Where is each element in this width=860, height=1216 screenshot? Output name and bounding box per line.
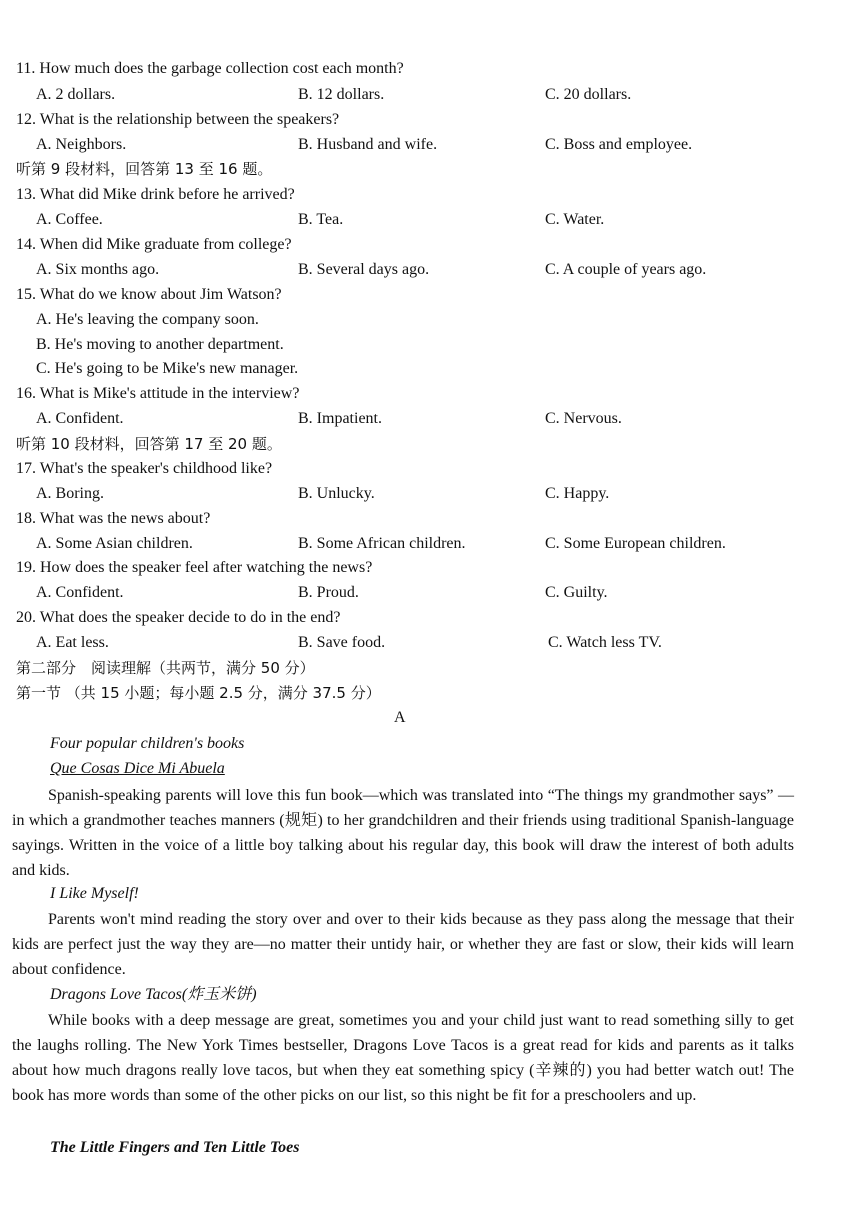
reading-heading: Four popular children's books	[50, 735, 245, 752]
question-11-options	[0, 84, 860, 106]
passage-letter: A	[394, 709, 406, 726]
question-18	[0, 508, 860, 530]
question-text: 11. How much does the garbage collection cost each month?	[16, 60, 404, 77]
option-b: B. Some African children.	[298, 535, 466, 552]
option-a: A. Eat less.	[36, 634, 109, 651]
section-one-heading: 第一节 （共 15 小题；每小题 2.5 分，满分 37.5 分）	[16, 684, 381, 702]
question-15-option-c	[0, 358, 860, 380]
option-c: C. Some European children.	[545, 535, 726, 552]
option-c: C. Nervous.	[545, 410, 622, 427]
option-b: B. Tea.	[298, 211, 344, 228]
option-b: B. He's moving to another department.	[36, 336, 284, 353]
option-c: C. He's going to be Mike's new manager.	[36, 360, 299, 377]
option-a: A. He's leaving the company soon.	[36, 311, 259, 328]
option-c: C. Watch less TV.	[548, 634, 662, 651]
question-text: 18. What was the news about?	[16, 510, 211, 527]
book3-title: Dragons Love Tacos(炸玉米饼)	[50, 986, 257, 1003]
book3-paragraph: While books with a deep message are great, sometimes you and your child just want to read something silly to get the laughs rolling. The New York Times bestseller, Dragons Love Tacos is a great read for kids and parents as it talks about how much dragons really love tacos, but when they eat something spicy (辛辣的) you had better watch out! The book has more words than some of the other picks on our list, so this night be fit for a preschoolers and up.	[12, 1012, 794, 1104]
question-text: 19. How does the speaker feel after watching the news?	[16, 559, 373, 576]
book4-title: The Little Fingers and Ten Little Toes	[50, 1139, 300, 1156]
option-a: A. Boring.	[36, 485, 104, 502]
option-b: B. Proud.	[298, 584, 359, 601]
option-a: A. Confident.	[36, 584, 124, 601]
part-two-heading: 第二部分 阅读理解（共两节，满分 50 分）	[16, 659, 315, 677]
question-13-options	[0, 209, 860, 231]
question-text: 16. What is Mike's attitude in the interview?	[16, 385, 300, 402]
question-text: 17. What's the speaker's childhood like?	[16, 460, 273, 477]
question-15-option-a	[0, 309, 860, 331]
question-text: 15. What do we know about Jim Watson?	[16, 286, 282, 303]
book1-title: Que Cosas Dice Mi Abuela	[50, 760, 225, 777]
question-text: 13. What did Mike drink before he arrived?	[16, 186, 295, 203]
option-c: C. Water.	[545, 211, 605, 228]
option-c: C. A couple of years ago.	[545, 261, 707, 278]
option-c: C. Boss and employee.	[545, 136, 693, 153]
question-12-options	[0, 134, 860, 156]
book2-paragraph: Parents won't mind reading the story over and over to their kids because as they pass along the message that their kids are perfect just the way they are—no matter their untidy hair, or whether they are fast or slow, their kids will learn about confidence.	[12, 911, 794, 978]
option-a: A. Confident.	[36, 410, 124, 427]
book2-title: I Like Myself!	[50, 885, 139, 902]
option-b: B. Save food.	[298, 634, 386, 651]
question-text: 12. What is the relationship between the speakers?	[16, 111, 340, 128]
option-b: B. Unlucky.	[298, 485, 375, 502]
question-20	[0, 607, 860, 629]
option-c: C. Happy.	[545, 485, 610, 502]
question-17	[0, 458, 860, 480]
question-text: 14. When did Mike graduate from college?	[16, 236, 292, 253]
question-20-options	[0, 632, 860, 654]
option-b: B. Impatient.	[298, 410, 382, 427]
question-15-option-b	[0, 334, 860, 356]
question-15	[0, 284, 860, 306]
question-16	[0, 383, 860, 405]
question-14	[0, 234, 860, 256]
section-note-10: 听第 10 段材料，回答第 17 至 20 题。	[16, 435, 282, 453]
option-b: B. 12 dollars.	[298, 86, 385, 103]
question-19-options	[0, 582, 860, 604]
option-a: A. Some Asian children.	[36, 535, 193, 552]
question-12	[0, 109, 860, 131]
question-14-options	[0, 259, 860, 281]
question-17-options	[0, 483, 860, 505]
question-16-options	[0, 408, 860, 430]
option-a: A. Neighbors.	[36, 136, 127, 153]
question-text: 20. What does the speaker decide to do in the end?	[16, 609, 341, 626]
question-11	[0, 58, 860, 80]
section-note-9: 听第 9 段材料，回答第 13 至 16 题。	[16, 160, 273, 178]
question-19	[0, 557, 860, 579]
question-13	[0, 184, 860, 206]
option-b: B. Several days ago.	[298, 261, 430, 278]
option-b: B. Husband and wife.	[298, 136, 438, 153]
option-a: A. 2 dollars.	[36, 86, 116, 103]
option-c: C. Guilty.	[545, 584, 608, 601]
option-a: A. Six months ago.	[36, 261, 160, 278]
option-c: C. 20 dollars.	[545, 86, 632, 103]
option-a: A. Coffee.	[36, 211, 103, 228]
book1-paragraph: Spanish-speaking parents will love this fun book—which was translated into “The things my grandmother says” —in which a grandmother teaches manners (规矩) to her grandchildren and their friends using traditional Spanish-language sayings. Written in the voice of a little boy talking about his regular day, this book will draw the interest of both adults and kids.	[12, 787, 794, 879]
question-18-options	[0, 533, 860, 555]
